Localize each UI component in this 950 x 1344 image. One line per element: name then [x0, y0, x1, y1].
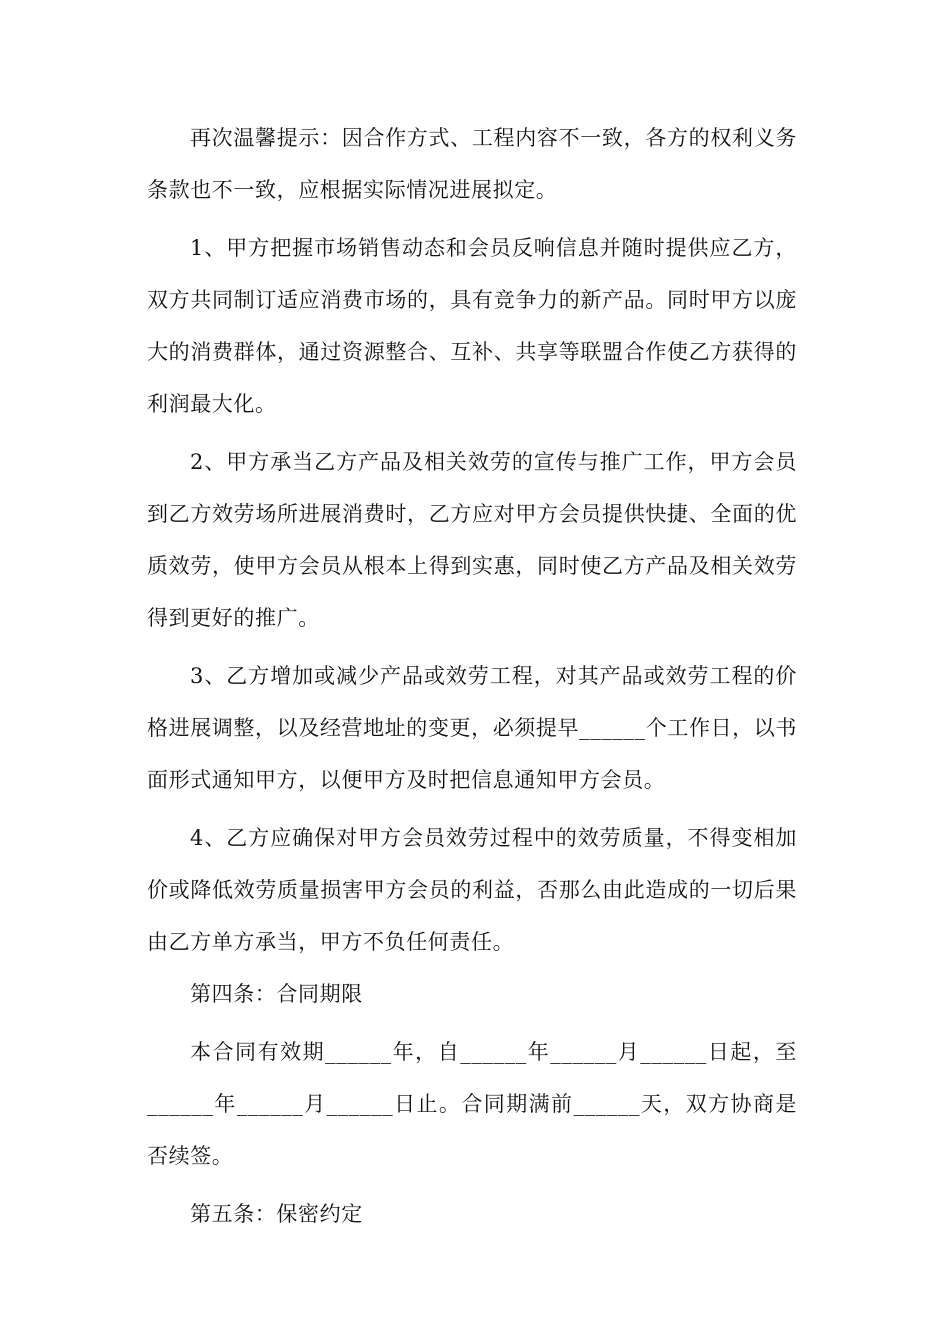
reminder-paragraph: 再次温馨提示：因合作方式、工程内容不一致，各方的权利义务条款也不一致，应根据实际情况进展拟定。	[147, 126, 797, 202]
article-5-heading: 第五条：保密约定	[190, 1202, 363, 1226]
article-4-body: 本合同有效期______年，自______年______月______日起，至______年______月______日止。合同期满前______天，双方协商是否续签。	[147, 1040, 797, 1168]
clause-1-paragraph: 1、甲方把握市场销售动态和会员反响信息并随时提供应乙方，双方共同制订适应消费市场的，具有竞争力的新产品。同时甲方以庞大的消费群体，通过资源整合、互补、共享等联盟合作使乙方获得的利润最大化。	[147, 236, 797, 416]
article-4-heading: 第四条：合同期限	[190, 982, 363, 1006]
clause-4-paragraph: 4、乙方应确保对甲方会员效劳过程中的效劳质量，不得变相加价或降低效劳质量损害甲方会员的利益，否那么由此造成的一切后果由乙方单方承当，甲方不负任何责任。	[147, 826, 797, 954]
clause-3-paragraph: 3、乙方增加或减少产品或效劳工程，对其产品或效劳工程的价格进展调整，以及经营地址的变更，必须提早______个工作日，以书面形式通知甲方，以便甲方及时把信息通知甲方会员。	[147, 664, 797, 792]
clause-2-paragraph: 2、甲方承当乙方产品及相关效劳的宣传与推广工作，甲方会员到乙方效劳场所进展消费时，乙方应对甲方会员提供快捷、全面的优质效劳，使甲方会员从根本上得到实惠，同时使乙方产品及相关效劳得到更好的推广。	[147, 450, 797, 630]
document-page	[147, 112, 797, 1240]
